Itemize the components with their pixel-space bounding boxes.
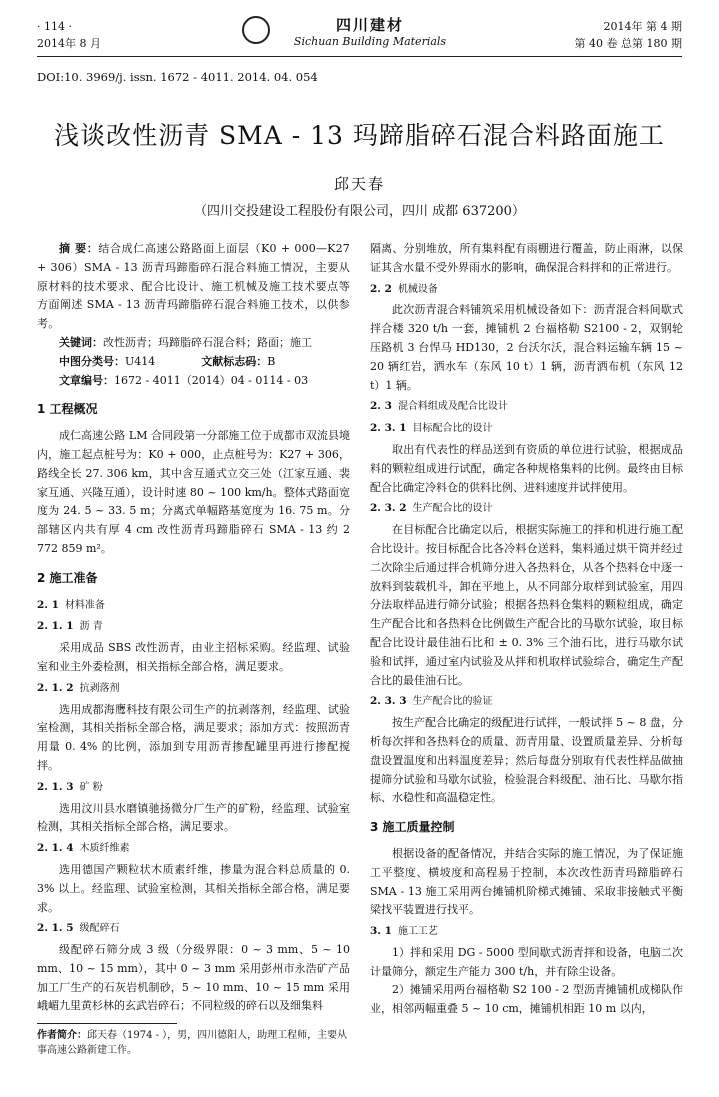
article-title: 浅谈改性沥青 SMA - 13 玛蹄脂碎石混合料路面施工 — [54, 121, 665, 150]
paragraph: 选用成都海鹰科技有限公司生产的抗剥落剂，经监理、试验室检测，其相关指标全部合格，满足要求；添加方式：按照沥青用量 0. 4% 的比例，添加到专用沥青掺配罐里再进行掺配搅拌。 — [37, 702, 350, 772]
doc-code-value: B — [267, 354, 276, 368]
paragraph: 根据设备的配备情况，并结合实际的施工情况，为了保证施工平整度、横坡度和高程易于控制，本次改性沥青玛蹄脂碎石 SMA - 13 施工采用两台摊铺机阶梯式摊铺、采取非接触式平衡梁找平装置进行找平。 — [370, 846, 683, 917]
running-header — [0, 14, 719, 58]
left-column — [37, 240, 350, 1016]
subsection-number: 3. 1 — [370, 925, 392, 938]
clc-value: U414 — [125, 354, 156, 368]
affiliation: （四川交投建设工程股份有限公司，四川 成都 637200） — [194, 204, 525, 219]
subsection-heading — [37, 596, 350, 616]
subsection-title: 生产配合比的验证 — [412, 696, 493, 708]
subsection-heading — [37, 778, 350, 798]
paragraph: 1）拌和采用 DG - 5000 型间歇式沥青拌和设备，电脑二次计量筛分，额定生产能力 300 t/h，并有除尘设备。 — [370, 945, 683, 978]
paragraph: 按生产配合比确定的级配进行试拌，一般试拌 5 ~ 8 盘，分析每次拌和各热料仓的质量、沥青用量、设置质量差异、分析每盘设置温度和出料温度差异；然后每盘分别取有代表性样品做抽提筛分试验和马歇尔试验，检验混合料级配、油石比、马歇尔指标、水稳性和高温稳定性。 — [370, 716, 683, 805]
subsection-title: 材料准备 — [64, 599, 105, 611]
subsection-title: 抗剥落剂 — [79, 682, 120, 694]
footnote-text: 邱天春（1974 - ），男，四川德阳人，助理工程师，主要从事高速公路新建工作。 — [37, 1030, 348, 1056]
volume-number: 第 40 卷 总第 180 期 — [574, 37, 682, 50]
keywords-label: 关键词： — [59, 335, 103, 349]
article-number-value: 1672 - 4011（2014）04 - 0114 - 03 — [114, 373, 309, 387]
subsection-title: 目标配合比的设计 — [412, 423, 493, 435]
article-number — [37, 372, 350, 391]
abstract-text: 结合成仁高速公路路面上面层（K0 + 000—K27 + 306）SMA - 13 沥青玛蹄脂碎石混合料施工情况，主要从原材料的技术要求、配合比设计、施工机械及施工技术要点等方面阐述 SMA - 13 沥青玛蹄脂碎石混合料施工技术，以供参考。 — [37, 242, 350, 331]
section-heading: 2 施工准备 — [37, 570, 98, 585]
subsection-title: 矿 粉 — [79, 781, 103, 793]
header-divider — [37, 56, 682, 57]
subsection-number: 2. 3 — [370, 400, 392, 413]
subsection-heading — [370, 499, 683, 519]
subsection-heading — [370, 922, 683, 942]
subsection-number: 2. 1. 3 — [37, 780, 74, 793]
subsection-number: 2. 3. 3 — [370, 695, 407, 708]
subsection-number: 2. 1 — [37, 598, 59, 611]
subsection-number: 2. 1. 1 — [37, 620, 74, 633]
article-number-label: 文章编号： — [59, 373, 114, 387]
section-heading: 1 工程概况 — [37, 402, 98, 417]
subsection-number: 2. 3. 1 — [370, 422, 407, 435]
subsection-heading — [370, 397, 683, 417]
doc-code-label: 文献标志码： — [201, 354, 268, 368]
journal-emblem-icon — [242, 16, 270, 44]
footnote-divider — [37, 1023, 177, 1024]
right-column — [370, 240, 683, 1019]
paragraph: 选用汶川县水磨镇驰扬微分厂生产的矿粉，经监理、试验室检测，其相关指标全部合格，满足要求。 — [37, 801, 350, 834]
author-footnote — [37, 1028, 350, 1058]
paragraph: 选用德国产颗粒状木质素纤维，掺量为混合料总质量的 0. 3% 以上。经监理、试验室检测，其相关指标全部合格，满足要求。 — [37, 862, 350, 914]
subsection-number: 2. 2 — [370, 282, 392, 295]
subsection-title: 木质纤维素 — [79, 843, 130, 855]
section-heading: 3 施工质量控制 — [370, 820, 455, 835]
paragraph: 取出有代表性的样品送到有资质的单位进行试验，根据成品料的颗粒组成进行试配，确定各种规格集料的比例。最终由目标配合比确定冷料仓的供料比例、进料速度并试拌使用。 — [370, 442, 683, 494]
page-number: · 114 · — [37, 20, 72, 33]
paragraph: 成仁高速公路 LM 合同段第一分部施工位于成都市双流县境内，施工起点桩号为：K0 + 000，止点桩号为：K27 + 306，路线全长 27. 306 km，其中含互通式立交三处（江家互通、裴家互通、兴隆互通），设计时速 80 ~ 100 km/h。整体式路面宽度为 24. 5 ~ 33. 5 m；分离式单幅路基宽度为 16. 75 m。分部辖区内共有厚 4 cm 改性沥青玛蹄脂碎石 SMA - 13 约 2 772 859 m²。 — [37, 429, 350, 555]
subsection-heading — [37, 679, 350, 699]
journal-logo — [270, 14, 470, 48]
paragraph: 隔离、分别堆放，所有集料配有雨棚进行覆盖，防止雨淋，以保证其含水量不受外界雨水的影响，确保混合料拌和的正常进行。 — [370, 242, 683, 274]
subsection-title: 混合料组成及配合比设计 — [397, 401, 508, 413]
subsection-title: 沥 青 — [79, 621, 103, 633]
subsection-number: 2. 1. 4 — [37, 842, 74, 855]
keywords-text: 改性沥青；玛蹄脂碎石混合料；路面；施工 — [103, 335, 312, 349]
subsection-heading — [37, 617, 350, 637]
header-right — [575, 18, 682, 52]
subsection-heading — [370, 419, 683, 439]
doi: DOI:10. 3969/j. issn. 1672 - 4011. 2014. 04. 054 — [37, 70, 318, 84]
subsection-heading — [37, 919, 350, 939]
issue-date: 2014年 8 月 — [37, 37, 101, 50]
subsection-title: 生产配合比的设计 — [412, 503, 493, 515]
paragraph: 此次沥青混合料铺筑采用机械设备如下：沥青混合料间歇式拌合楼 320 t/h 一套，摊铺机 2 台福格勒 S2100 - 2，双钢轮压路机 3 台悍马 HD130，2 台沃尔沃，混合料运输车辆 15 ~ 20 辆红岩，洒水车（东风 10 t）1 辆，沥青洒布机（东风 12 t）1 辆。 — [370, 303, 683, 392]
paragraph: 2）摊铺采用两台福格勒 S2 100 - 2 型沥青摊铺机成梯队作业，相邻两幅重叠 5 ~ 10 cm，摊铺机相距 10 m 以内， — [370, 983, 683, 1016]
clc-label: 中图分类号： — [59, 354, 125, 368]
paragraph: 级配碎石筛分成 3 级（分级界限：0 ~ 3 mm、5 ~ 10 mm、10 ~ 15 mm），其中 0 ~ 3 mm 采用彭州市永浩矿产品加工厂生产的石灰岩机制砂，5 ~ 10 mm、10 ~ 15 mm 采用峨嵋九里黄杉林的玄武岩碎石；不同粒级的碎石以及细集料 — [37, 943, 350, 1013]
keywords — [37, 334, 350, 353]
author: 邱天春 — [333, 175, 385, 193]
abstract — [37, 240, 350, 334]
issue-number: 2014年 第 4 期 — [603, 20, 682, 33]
subsection-heading — [370, 692, 683, 712]
subsection-heading — [370, 280, 683, 300]
journal-name-cn: 四川建材 — [335, 16, 404, 34]
header-left — [37, 18, 101, 52]
paragraph: 采用成品 SBS 改性沥青，由业主招标采购。经监理、试验室和业主外委检测，相关指标全部合格，满足要求。 — [37, 641, 350, 673]
paragraph: 在目标配合比确定以后，根据实际施工的拌和机进行施工配合比设计。按目标配合比各冷料仓送料，集料通过烘干筒并经过二次除尘后通过拌合机筛分进入各热料仓，从各个热料仓中逐一放料到装载机斗，卸在平地上，从不同部分取样到试验室，用四分法取样品进行筛分试验；根据各热料仓集料的颗粒组成，确定生产配合比和各热料仓比例做生产配合比的马歇尔试验，取目标配合比设计最佳油石比和 ± 0. 3% 三个油石比，进行马歇尔试验和试拌，通过室内试验及从拌和机取样试验综合，确定生产配合比的最佳油石比。 — [370, 523, 683, 687]
abstract-label: 摘 要： — [59, 242, 99, 255]
classification — [37, 353, 350, 372]
subsection-heading — [37, 839, 350, 859]
subsection-number: 2. 1. 5 — [37, 922, 74, 935]
subsection-title: 机械设备 — [397, 283, 438, 295]
subsection-number: 2. 1. 2 — [37, 681, 74, 694]
subsection-title: 级配碎石 — [79, 923, 120, 935]
journal-name-en: Sichuan Building Materials — [293, 35, 447, 48]
subsection-number: 2. 3. 2 — [370, 502, 407, 515]
footnote-label: 作者简介： — [37, 1030, 87, 1041]
subsection-title: 施工工艺 — [397, 926, 438, 938]
